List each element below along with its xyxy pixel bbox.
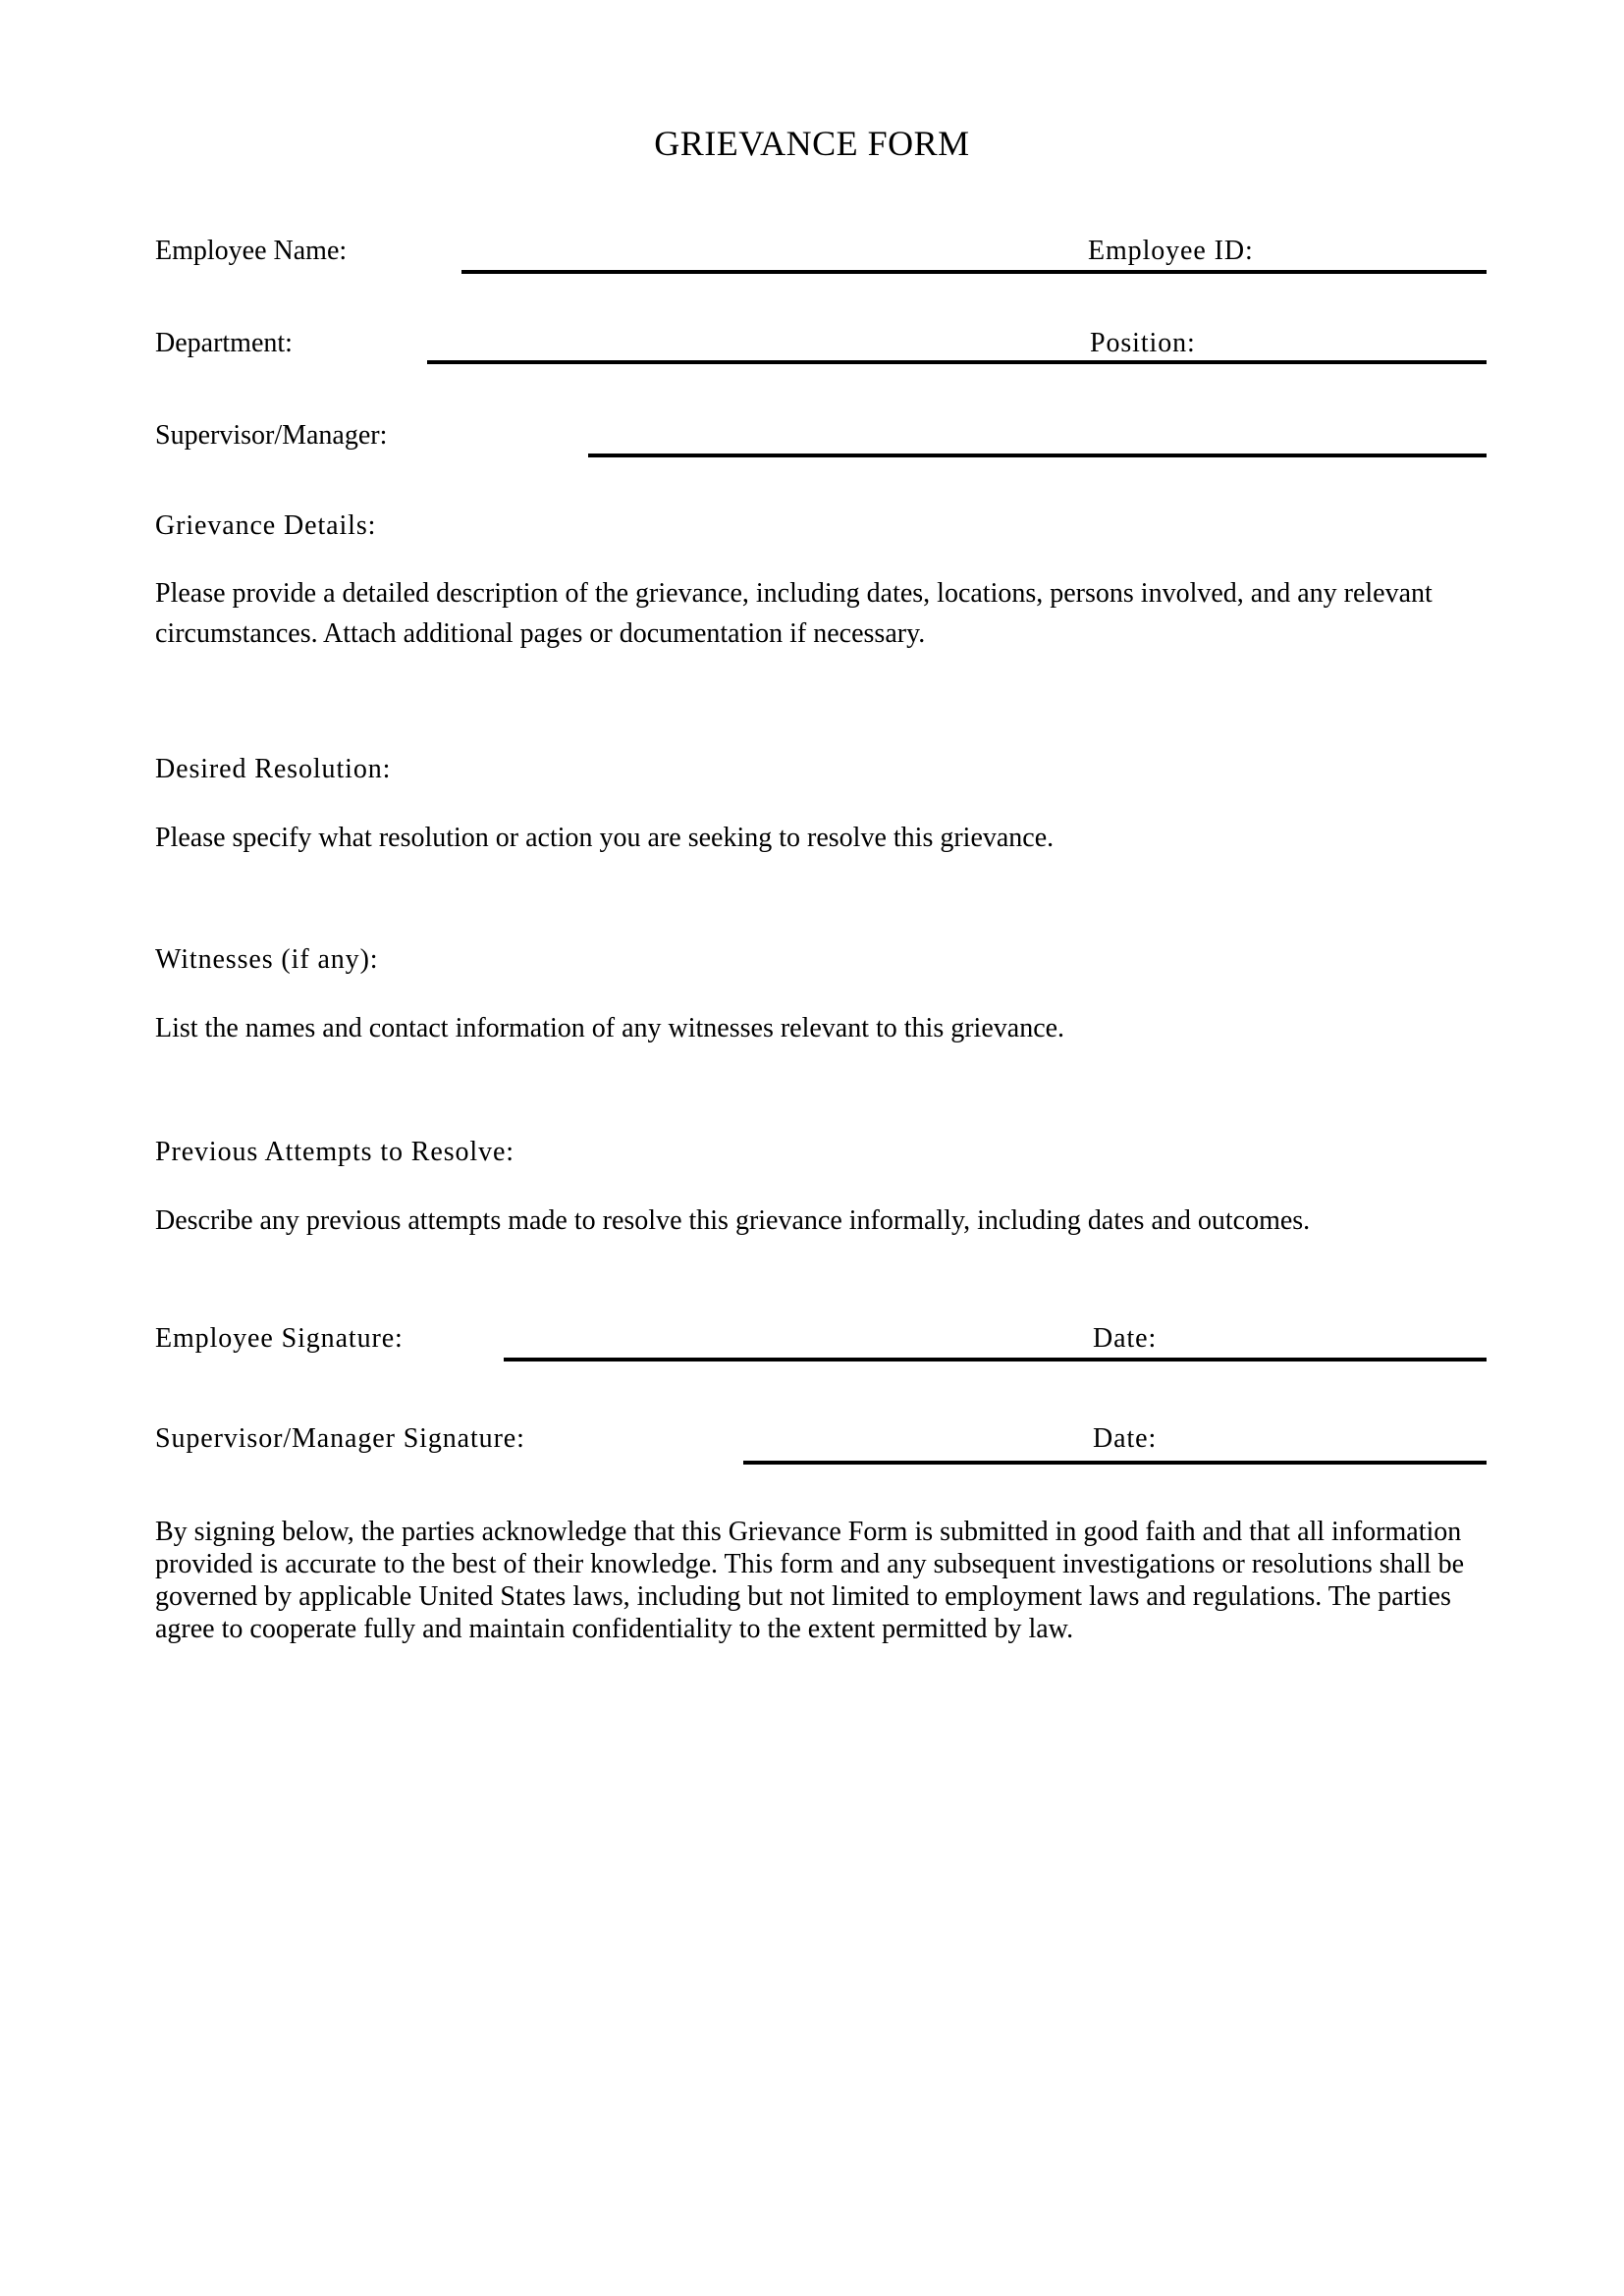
employee-name-id-field-line[interactable] <box>461 270 1487 274</box>
supervisor-signature-field-line[interactable] <box>743 1461 1487 1465</box>
legal-acknowledgement-paragraph <box>155 1516 1464 1645</box>
witnesses-instructions <box>155 1008 1064 1048</box>
page-title: GRIEVANCE FORM <box>654 124 970 163</box>
desired-resolution-instructions <box>155 818 1054 858</box>
employee-id-label: Employee ID: <box>1088 236 1254 266</box>
grievance-details-instructions <box>155 573 1433 654</box>
desired-resolution-line-1: Please specify what resolution or action you are seeking to resolve this grievance. <box>155 823 1055 853</box>
employee-signature-field-line[interactable] <box>504 1358 1487 1362</box>
previous-attempts-heading: Previous Attempts to Resolve: <box>155 1137 514 1167</box>
legal-line-2: provided is accurate to the best of their knowledge. This form and any subsequent investigations or resolutions shall be <box>155 1549 1465 1579</box>
grievance-details-line-1: Please provide a detailed description of the grievance, including dates, locations, persons involved, and any relevant <box>155 578 1433 609</box>
employee-name-label: Employee Name: <box>155 236 348 266</box>
witnesses-line-1: List the names and contact information of any witnesses relevant to this grievance. <box>155 1013 1065 1043</box>
supervisor-signature-label: Supervisor/Manager Signature: <box>155 1423 525 1454</box>
supervisor-date-label: Date: <box>1093 1423 1158 1454</box>
witnesses-heading: Witnesses (if any): <box>155 944 379 975</box>
department-position-field-line[interactable] <box>427 360 1487 364</box>
previous-attempts-instructions <box>155 1201 1310 1241</box>
legal-line-3: governed by applicable United States laws, including but not limited to employment laws and regulations. The parties <box>155 1581 1451 1612</box>
legal-line-1: By signing below, the parties acknowledge that this Grievance Form is submitted in good faith and that all information <box>155 1517 1462 1547</box>
legal-line-4: agree to cooperate fully and maintain confidentiality to the extent permitted by law. <box>155 1614 1074 1644</box>
supervisor-field-line[interactable] <box>588 454 1487 457</box>
grievance-details-heading: Grievance Details: <box>155 510 377 541</box>
desired-resolution-heading: Desired Resolution: <box>155 754 392 784</box>
grievance-details-line-2: circumstances. Attach additional pages or documentation if necessary. <box>155 618 926 649</box>
supervisor-label: Supervisor/Manager: <box>155 420 388 451</box>
employee-signature-label: Employee Signature: <box>155 1323 404 1354</box>
previous-attempts-line-1: Describe any previous attempts made to resolve this grievance informally, including dates and outcomes. <box>155 1205 1311 1236</box>
position-label: Position: <box>1090 328 1196 358</box>
employee-date-label: Date: <box>1093 1323 1158 1354</box>
department-label: Department: <box>155 328 293 358</box>
